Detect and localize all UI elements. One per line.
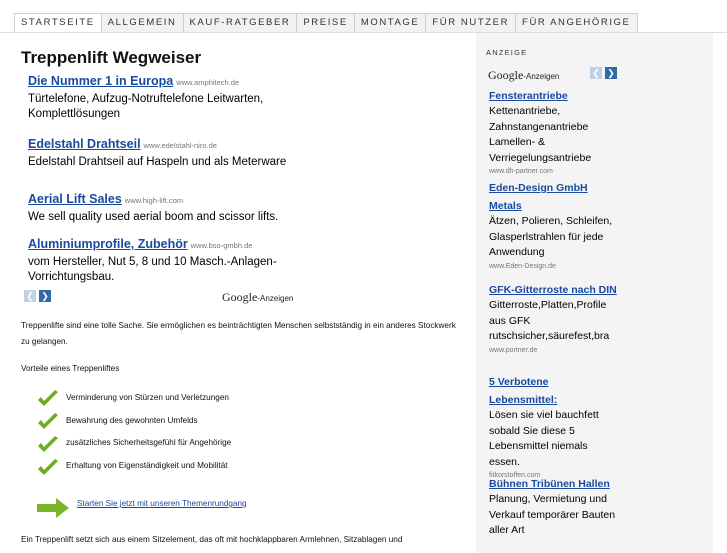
ad-block — [28, 72, 328, 122]
anzeige-label: ANZEIGE — [486, 48, 528, 57]
sidebar-ad-description: Ätzen, Polieren, Schleifen, Glasperlstrahlen für jede Anwendung — [489, 215, 613, 258]
sidebar-ad — [489, 86, 619, 175]
checkmark-icon — [36, 458, 60, 478]
sidebar-ad-description: Lösen sie viel bauchfett sobald Sie diese 5 Lebensmittel niemals essen. — [489, 409, 599, 468]
chevron-right-icon[interactable]: ❯ — [39, 290, 51, 302]
ad-description: vom Hersteller, Nut 5, 8 und 10 Masch.-Anlagen-Vorrichtungsbau. — [28, 256, 277, 283]
benefit-item: zusätzliches Sicherheitsgefühl für Angehörige — [66, 438, 232, 447]
ad-url[interactable]: www.amphitech.de — [176, 78, 240, 87]
sidebar-ad-headline[interactable]: Fensterantriebe — [489, 90, 568, 102]
intro-text: Treppenlifte sind eine tolle Sache. Sie ermöglichen es beinträchtigten Menschen selbstständig in ein anderes Stockwerk zu gelangen. — [21, 321, 456, 346]
nav-item-allgemein[interactable]: ALLGEMEIN — [102, 14, 184, 32]
ad-headline-link[interactable]: Aluminiumprofile, Zubehör — [28, 237, 188, 251]
sidebar-ad — [489, 372, 619, 479]
ads-label: -Anzeigen — [257, 294, 294, 303]
sidebar-ad-description: Planung, Vermietung und Verkauf temporärer Bauten aller Art — [489, 493, 616, 536]
chevron-left-icon[interactable]: ❮ — [590, 67, 602, 79]
ad-url[interactable]: www.high-lift.com — [124, 196, 184, 205]
google-ads-brand[interactable] — [488, 66, 559, 84]
nav-item-kauf-ratgeber[interactable]: KAUF-RATGEBER — [184, 14, 298, 32]
ad-description: Edelstahl Drahtseil auf Haspeln und als Meterware — [28, 156, 287, 168]
sidebar-ad-description: Gitterroste,Platten,Profile aus GFK rutschsicher,säurefest,bra — [489, 299, 610, 342]
bottom-text: Ein Treppenlift setzt sich aus einem Sitzelement, das oft mit hochklappbaren Armlehnen, Sitzablagen und — [21, 535, 403, 544]
sidebar-ad-headline[interactable]: GFK-Gitterroste nach DIN — [489, 284, 617, 296]
ad-url[interactable]: www.bso-gmbh.de — [190, 241, 253, 250]
benefit-item: Bewahrung des gewohnten Umfelds — [66, 416, 198, 425]
sidebar-ad-headline[interactable]: Bühnen Tribünen Hallen — [489, 478, 610, 490]
sidebar-ad — [489, 280, 619, 368]
page-title: Treppenlift Wegweiser — [21, 48, 202, 67]
ad-headline-link[interactable]: Aerial Lift Sales — [28, 192, 122, 206]
google-logo: Google — [488, 68, 524, 82]
sidebar-ad-url[interactable]: www.dh-partner.com — [489, 168, 553, 175]
nav-item-fuer-angehoerige[interactable]: FÜR ANGEHÖRIGE — [522, 17, 631, 28]
sidebar-ad-url[interactable]: www.Eden-Design.de — [489, 262, 556, 270]
checkmark-icon — [36, 389, 60, 409]
ad-description: We sell quality used aerial boom and scissor lifts. — [28, 211, 279, 223]
sidebar-ad-headline[interactable]: 5 Verbotene Lebensmittel: — [489, 376, 558, 406]
main-navigation — [14, 13, 638, 33]
ad-headline-link[interactable]: Edelstahl Drahtseil — [28, 137, 141, 151]
sidebar-ad-headline[interactable]: Eden-Design GmbH Metals — [489, 182, 588, 212]
benefit-item: Verminderung von Stürzen und Verletzungen — [66, 393, 229, 402]
benefits-heading: Vorteile eines Treppenliftes — [21, 364, 120, 373]
nav-item-fuer-nutzer[interactable]: FÜR NUTZER — [426, 14, 516, 32]
ad-pager — [24, 290, 51, 302]
checkmark-icon — [36, 435, 60, 455]
ad-headline-link[interactable]: Die Nummer 1 in Europa — [28, 74, 174, 88]
ad-block — [28, 135, 328, 170]
ad-description: Türtelefone, Aufzug-Notruftelefone Leitwarten, Komplettlösungen — [28, 93, 264, 120]
ad-block — [28, 235, 328, 285]
ad-url[interactable]: www.edelstahl-niro.de — [143, 141, 217, 150]
google-ads-brand[interactable] — [222, 288, 293, 306]
ads-label: -Anzeigen — [523, 72, 560, 81]
nav-item-startseite[interactable]: STARTSEITE — [15, 14, 102, 32]
sidebar-ad-url[interactable]: fitkorstoffen.com — [489, 472, 541, 479]
nav-item-montage[interactable]: MONTAGE — [355, 14, 427, 32]
tour-link[interactable]: Starten Sie jetzt mit unseren Themenrundgang — [77, 499, 247, 508]
sidebar-ad-pager — [590, 67, 617, 79]
benefit-item: Erhaltung von Eigenständigkeit und Mobilität — [66, 461, 228, 470]
google-logo: Google — [222, 290, 258, 304]
sidebar-ad — [489, 474, 619, 545]
chevron-left-icon[interactable]: ❮ — [24, 290, 36, 302]
checkmark-icon — [36, 412, 60, 432]
sidebar-ad-description: Kettenantriebe, Zahnstangenantriebe Lamellen- & Verriegelungsantriebe — [489, 105, 592, 164]
ad-block — [28, 190, 328, 225]
sidebar-ad-url[interactable]: www.portner.de — [489, 346, 538, 354]
arrow-right-icon — [36, 497, 70, 519]
nav-item-preise[interactable]: PREISE — [297, 14, 354, 32]
chevron-right-icon[interactable]: ❯ — [605, 67, 617, 79]
sidebar-ad — [489, 178, 619, 274]
